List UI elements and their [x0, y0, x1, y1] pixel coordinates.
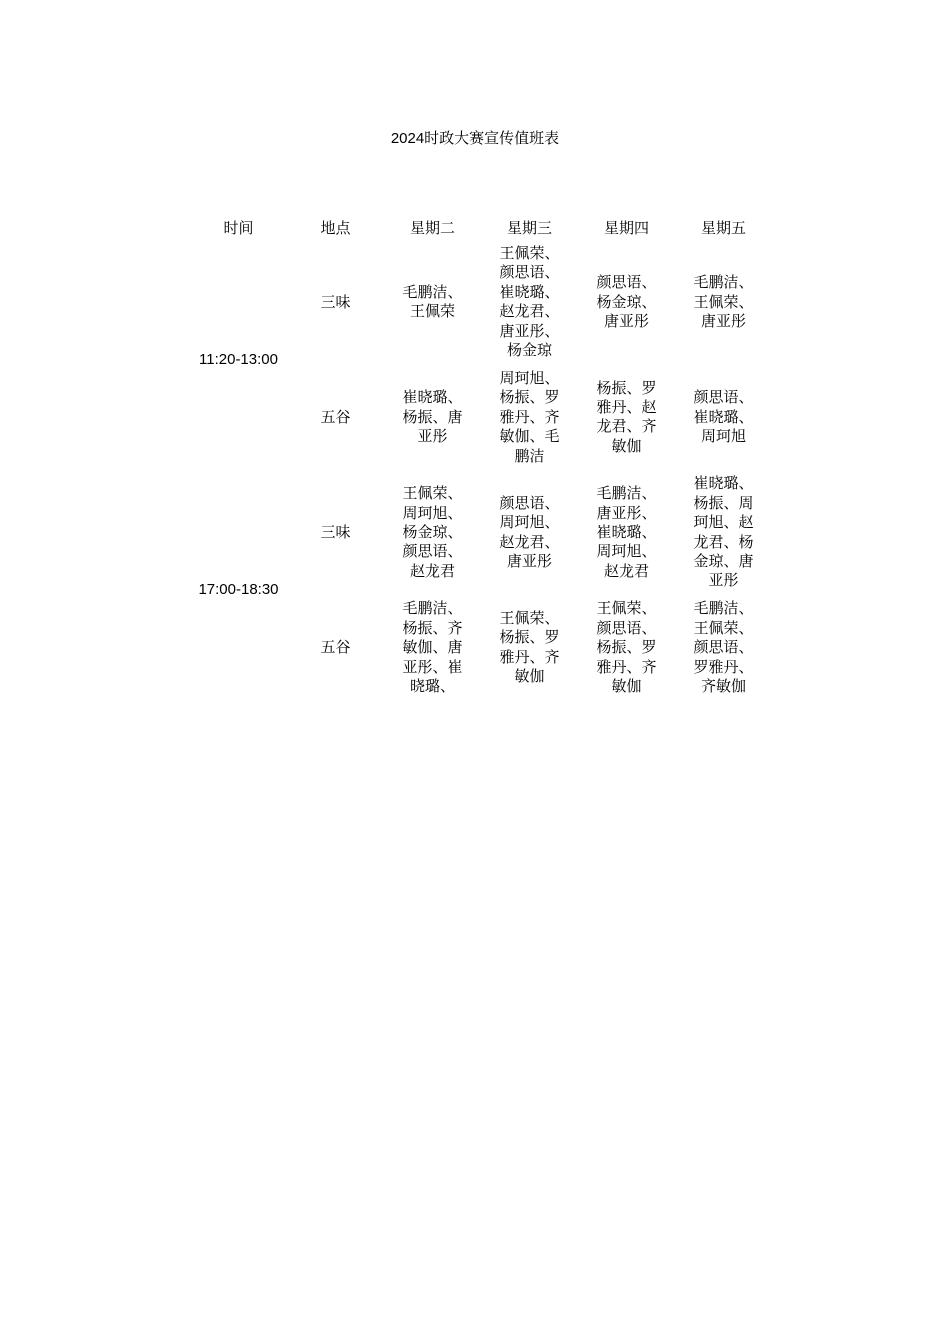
header-friday: 星期五	[700, 219, 746, 238]
header-wednesday: 星期三	[506, 219, 552, 238]
duty-names: 颜思语、崔晓璐、周珂旭	[693, 388, 754, 446]
duty-names: 毛鹏洁、王佩荣、唐亚彤	[693, 273, 754, 330]
duty-names: 毛鹏洁、王佩荣	[402, 282, 463, 321]
duty-names: 周珂旭、杨振、罗雅丹、齐敏伽、毛鹏洁	[499, 368, 560, 465]
duty-names: 毛鹏洁、唐亚彤、崔晓璐、周珂旭、赵龙君	[596, 484, 657, 580]
header-location: 地点	[320, 219, 351, 238]
duty-names: 王佩荣、杨振、罗雅丹、齐敏伽	[499, 609, 560, 686]
duty-names: 毛鹏洁、杨振、齐敏伽、唐亚彤、崔晓璐、	[402, 599, 463, 695]
duty-cell	[481, 360, 578, 474]
header-time: 时间	[223, 219, 254, 238]
duty-cell	[675, 244, 772, 360]
duty-cell	[675, 360, 772, 474]
header-thursday: 星期四	[603, 219, 649, 238]
location-cell: 三味	[320, 522, 351, 541]
duty-cell	[578, 360, 675, 474]
duty-cell	[481, 591, 578, 705]
table-header-row	[190, 214, 772, 244]
duty-table	[190, 214, 772, 705]
duty-cell	[578, 591, 675, 705]
duty-cell	[384, 591, 481, 705]
duty-names: 崔晓璐、杨振、周珂旭、赵龙君、杨金琼、唐亚彤	[693, 474, 754, 590]
duty-cell	[578, 244, 675, 360]
duty-names: 颜思语、周珂旭、赵龙君、唐亚彤	[499, 493, 560, 571]
table-row	[190, 244, 772, 360]
header-tuesday: 星期二	[409, 219, 455, 238]
duty-cell	[675, 474, 772, 590]
duty-names: 毛鹏洁、王佩荣、颜思语、罗雅丹、齐敏伽	[693, 599, 754, 695]
location-cell: 五谷	[320, 407, 351, 426]
duty-cell	[384, 474, 481, 590]
duty-cell	[481, 244, 578, 360]
duty-cell	[481, 474, 578, 590]
page-title: 2024时政大赛宣传值班表	[390, 130, 560, 147]
duty-names: 杨振、罗雅丹、赵龙君、齐敏伽	[596, 378, 657, 455]
duty-names: 王佩荣、周珂旭、杨金琼、颜思语、赵龙君	[402, 484, 463, 580]
table-row	[190, 474, 772, 590]
duty-cell	[384, 244, 481, 360]
location-cell: 三味	[320, 292, 351, 311]
time-slot-noon: 11:20-13:00	[199, 350, 278, 368]
duty-cell	[384, 360, 481, 474]
duty-names: 王佩荣、颜思语、崔晓璐、赵龙君、唐亚彤、杨金琼	[499, 244, 560, 360]
duty-names: 颜思语、杨金琼、唐亚彤	[596, 273, 657, 330]
duty-names: 王佩荣、颜思语、杨振、罗雅丹、齐敏伽	[596, 599, 657, 695]
duty-cell	[578, 474, 675, 590]
duty-names: 崔晓璐、杨振、唐亚彤	[402, 388, 463, 446]
duty-cell	[675, 591, 772, 705]
time-slot-evening: 17:00-18:30	[198, 580, 279, 598]
location-cell: 五谷	[320, 638, 351, 657]
